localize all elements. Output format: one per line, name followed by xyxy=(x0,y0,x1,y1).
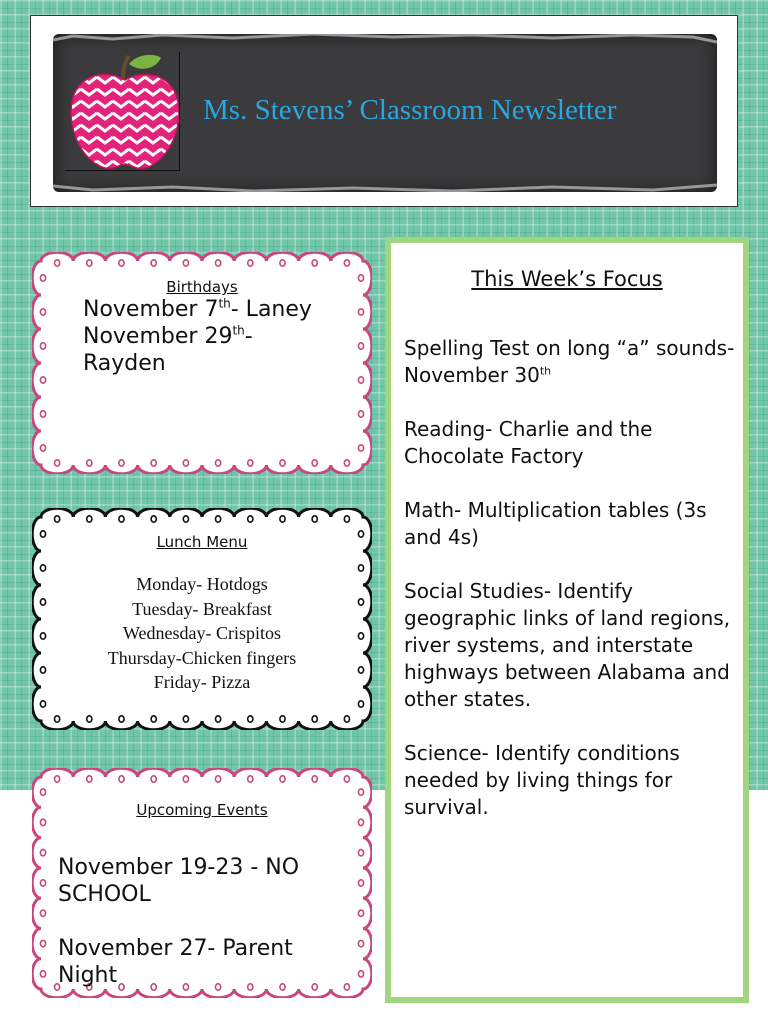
chevron-apple-icon xyxy=(65,50,185,180)
focus-list xyxy=(404,335,739,848)
birthdays-card xyxy=(32,252,372,474)
lunch-menu-heading: Lunch Menu xyxy=(156,533,248,551)
lunch-menu-card xyxy=(32,508,372,730)
birthday-entry: November 7th- Laney xyxy=(83,296,312,322)
weekly-focus-panel xyxy=(385,237,749,1003)
lunch-item: Wednesday- Crispitos xyxy=(122,623,282,643)
weekly-focus-heading: This Week’s Focus xyxy=(471,267,663,291)
lunch-item: Friday- Pizza xyxy=(153,672,251,692)
focus-item: Spelling Test on long “a” sounds- November 30th xyxy=(404,336,735,387)
focus-item: Reading- Charlie and the Chocolate Factory xyxy=(404,417,653,468)
upcoming-events-heading: Upcoming Events xyxy=(136,801,268,819)
events-list xyxy=(58,854,338,1016)
newsletter-header xyxy=(30,15,738,207)
focus-item: Math- Multiplication tables (3s and 4s) xyxy=(404,498,707,549)
birthday-entry: November 29th- xyxy=(83,323,253,349)
corner-rule-vertical xyxy=(179,52,180,170)
birthdays-heading: Birthdays xyxy=(166,278,238,296)
lunch-item: Tuesday- Breakfast xyxy=(132,598,272,619)
upcoming-events-card xyxy=(32,768,372,998)
lunch-item: Thursday-Chicken fingers xyxy=(107,647,297,668)
focus-item: Social Studies- Identify geographic links of land regions, river systems, and interstate highways between Alabama and other states. xyxy=(404,579,731,711)
focus-item: Science- Identify conditions needed by living things for survival. xyxy=(404,741,680,819)
corner-rule-horizontal xyxy=(65,170,180,171)
event-item: November 19-23 - NO SCHOOL xyxy=(58,855,300,907)
birthday-entry: Rayden xyxy=(83,351,166,376)
event-item: November 27- Parent Night xyxy=(58,936,293,988)
newsletter-title: Ms. Stevens’ Classroom Newsletter xyxy=(203,94,617,126)
birthday-list xyxy=(83,296,312,377)
lunch-item: Monday- Hotdogs xyxy=(136,574,268,594)
lunch-menu-list xyxy=(32,572,372,695)
